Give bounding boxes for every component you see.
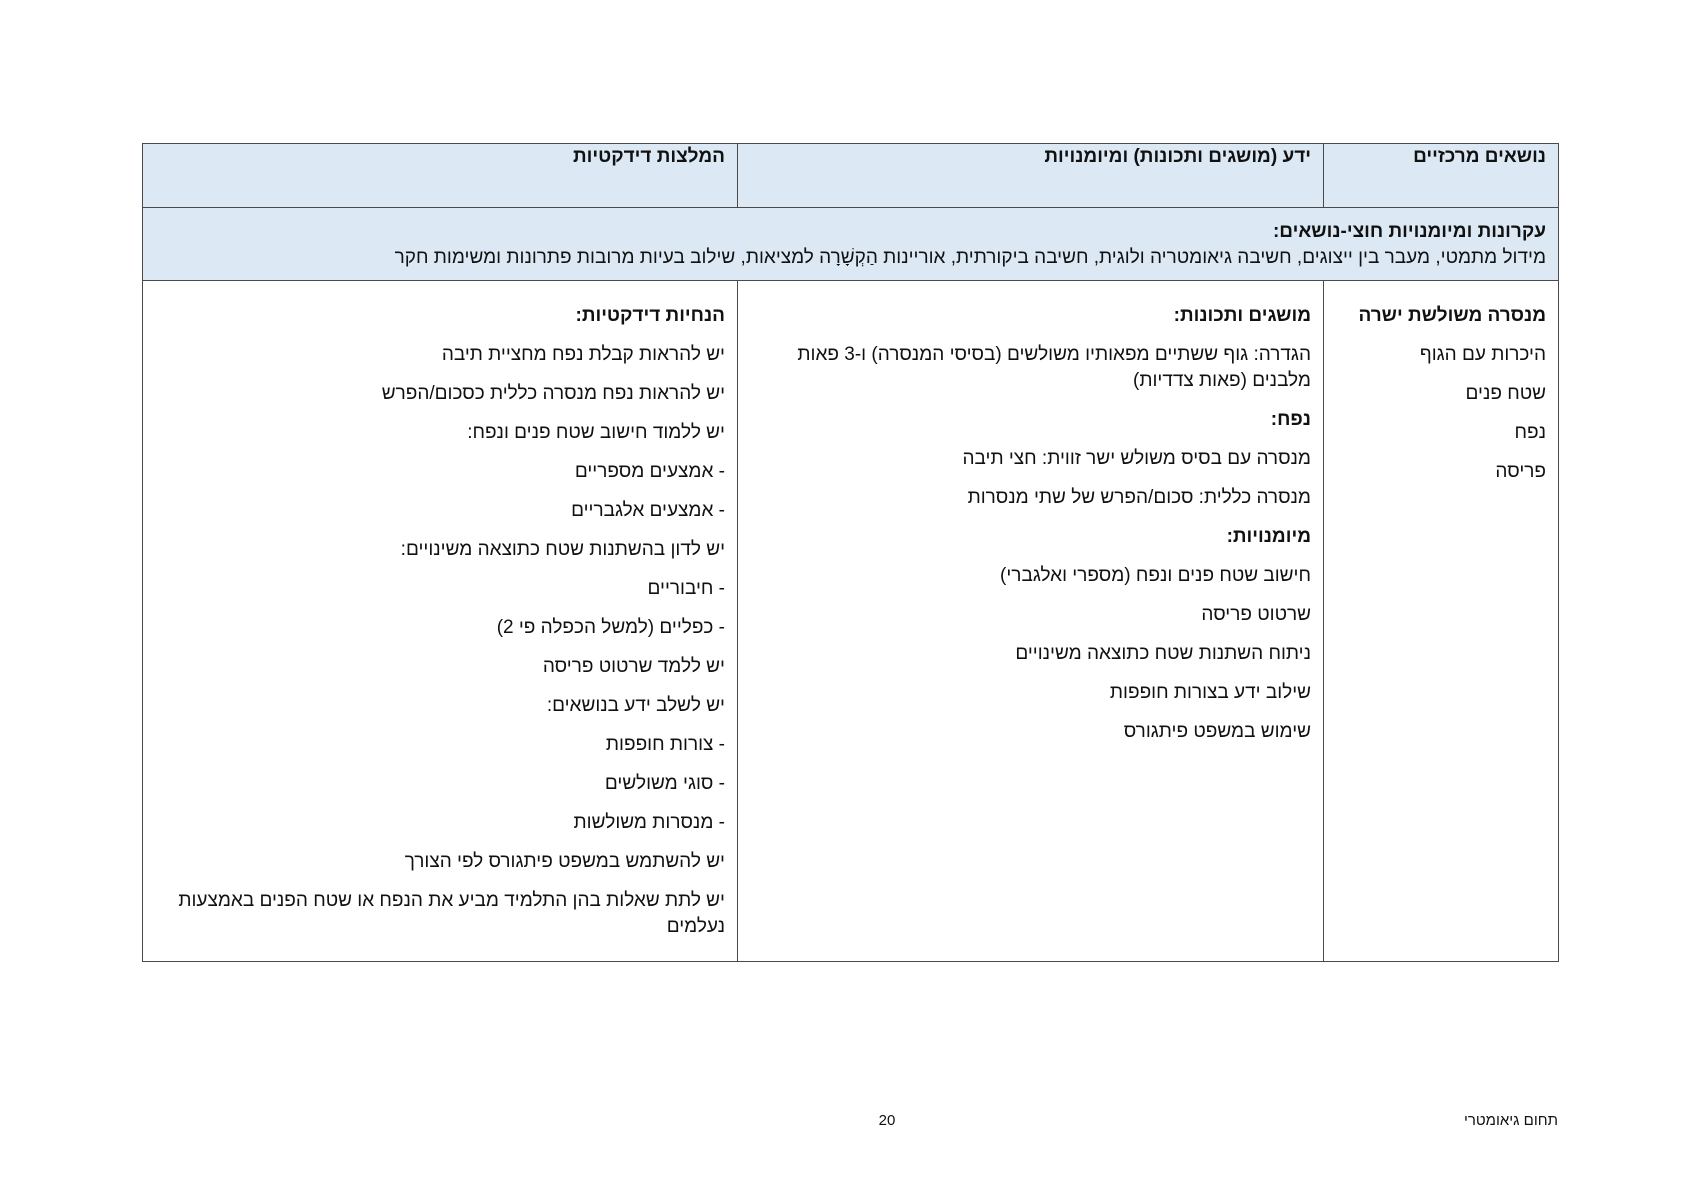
recommendation-item: - צורות חופפות xyxy=(605,734,725,755)
topic-item: נפח xyxy=(1514,422,1546,443)
skill-item: שילוב ידע בצורות חופפות xyxy=(1109,682,1311,703)
knowledge-cell xyxy=(738,281,1324,962)
header-topics: נושאים מרכזיים xyxy=(1324,144,1559,208)
recommendation-item: - אמצעים מספריים xyxy=(574,461,725,482)
topic-title: מנסרה משולשת ישרה xyxy=(1358,305,1546,326)
definition-text: הגדרה: גוף ששתיים מפאותיו משולשים (בסיסי המנסרה) ו-3 פאות מלבנים (פאות צדדיות) xyxy=(797,344,1311,391)
skills-title: מיומנויות: xyxy=(1226,526,1311,547)
header-row xyxy=(143,144,1559,208)
recommendations-cell xyxy=(143,281,738,962)
recommendation-item: יש לשלב ידע בנושאים: xyxy=(546,695,725,716)
volume-item: מנסרה כללית: סכום/הפרש של שתי מנסרות xyxy=(967,487,1311,508)
content-row xyxy=(143,281,1559,962)
topic-item: שטח פנים xyxy=(1465,383,1546,404)
volume-item: מנסרה עם בסיס משולש ישר זווית: חצי תיבה xyxy=(962,448,1311,469)
recommendation-item: - סוגי משולשים xyxy=(604,773,725,794)
cross-topic-cell xyxy=(143,208,1559,281)
skill-item: ניתוח השתנות שטח כתוצאה משינויים xyxy=(1015,643,1311,664)
recommendation-item: יש לתת שאלות בהן התלמיד מביע את הנפח או שטח הפנים באמצעות נעלמים xyxy=(178,890,725,937)
recommendation-item: - מנסרות משולשות xyxy=(573,812,725,833)
recommendation-item: יש להראות נפח מנסרה כללית כסכום/הפרש xyxy=(381,383,725,404)
recommendation-item: יש להשתמש במשפט פיתגורס לפי הצורך xyxy=(404,851,725,872)
recommendations-title: הנחיות דידקטיות: xyxy=(575,305,725,326)
volume-title: נפח: xyxy=(1270,409,1311,430)
curriculum-table xyxy=(142,143,1559,962)
topics-cell xyxy=(1324,281,1559,962)
recommendation-item: יש לדון בהשתנות שטח כתוצאה משינויים: xyxy=(400,539,725,560)
recommendation-item: יש ללמוד חישוב שטח פנים ונפח: xyxy=(467,422,725,443)
recommendation-item: - חיבוריים xyxy=(647,578,725,599)
topic-item: פריסה xyxy=(1495,461,1546,482)
skill-item: שרטוט פריסה xyxy=(1201,604,1311,625)
concepts-title: מושגים ותכונות: xyxy=(1173,305,1311,326)
skill-item: חישוב שטח פנים ונפח (מספרי ואלגברי) xyxy=(1000,565,1311,586)
recommendation-item: יש להראות קבלת נפח מחציית תיבה xyxy=(441,344,725,365)
skill-item: שימוש במשפט פיתגורס xyxy=(1123,721,1311,742)
cross-topic-text: מידול מתמטי, מעבר בין ייצוגים, חשיבה גיאומטריה ולוגית, חשיבה ביקורתית, אוריינות הַקְשָׁרָה למציאות, שילוב בעיות מרובות פתרונות ומשימות חקר xyxy=(394,247,1546,268)
recommendation-item: יש ללמד שרטוט פריסה xyxy=(542,656,725,677)
page-number: 20 xyxy=(878,1112,896,1129)
topic-item: היכרות עם הגוף xyxy=(1419,344,1546,365)
header-knowledge: ידע (מושגים ותכונות) ומיומנויות xyxy=(738,144,1324,208)
footer-section-label: תחום גיאומטרי xyxy=(1463,1112,1558,1129)
cross-topic-row xyxy=(143,208,1559,281)
recommendation-item: - כפליים (למשל הכפלה פי 2) xyxy=(496,617,725,638)
cross-topic-title: עקרונות ומיומנויות חוצי-נושאים: xyxy=(1272,221,1546,242)
header-recommendations: המלצות דידקטיות xyxy=(143,144,738,208)
recommendation-item: - אמצעים אלגבריים xyxy=(571,500,725,521)
